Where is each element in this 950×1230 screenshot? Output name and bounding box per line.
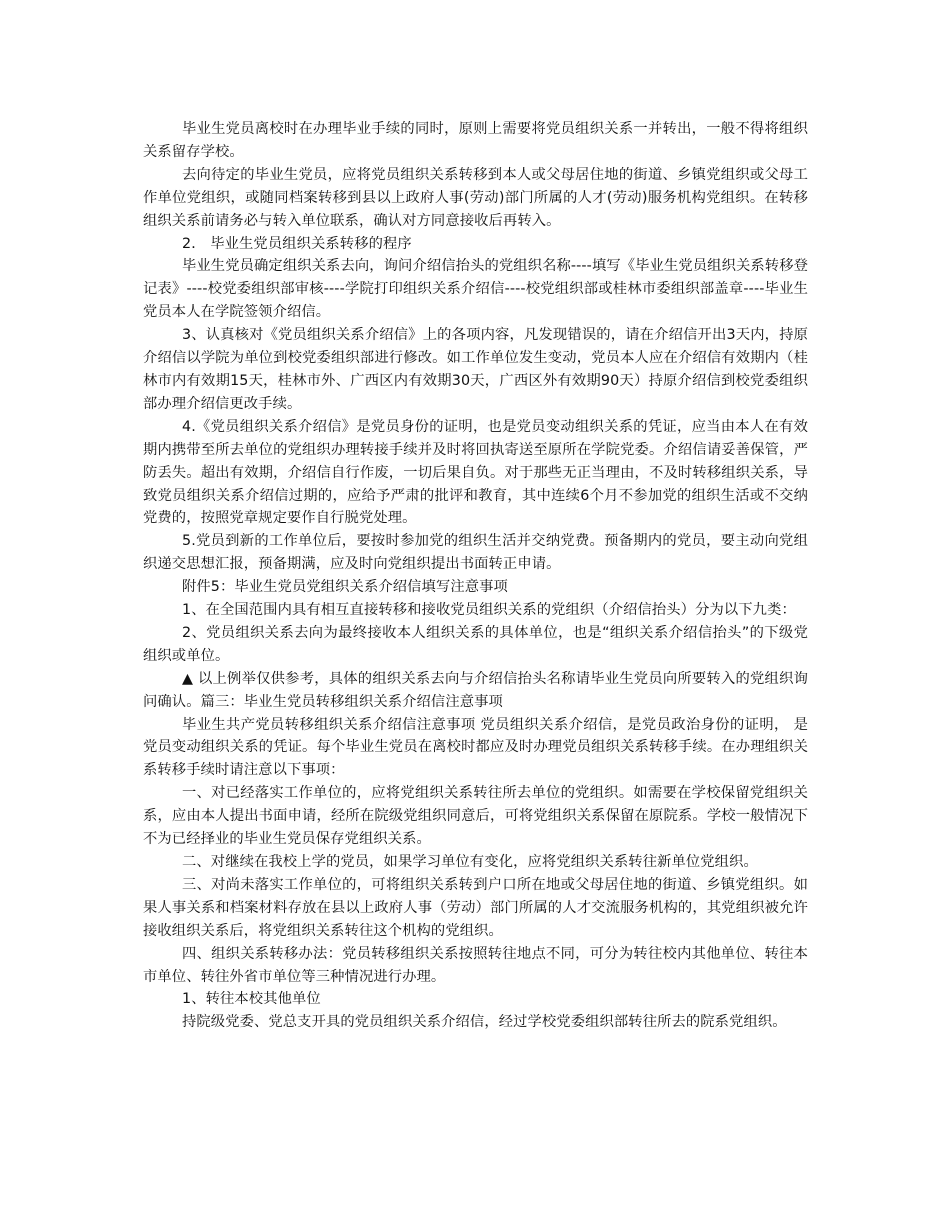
paragraph-nine-categories: 1、在全国范围内具有相互直接转移和接收党员组织关系的党组织（介绍信抬头）分为以下九类： xyxy=(182,602,796,619)
paragraph-procedure-steps: 毕业生党员确定组织关系去向，询问介绍信抬头的党组织名称----填写《毕业生党员组织关系转移登记表》----校党委组织部审核----学院打印组织关系介绍信----校党组织部或桂林市委组织部盖章----毕业生党员本人在学院签领介绍信。 xyxy=(143,258,808,321)
section-heading-transfer-procedure: 2． 毕业生党员组织关系转移的程序 xyxy=(182,235,412,252)
paragraph-destination-unit: 2、党员组织关系去向为最终接收本人组织关系的具体单位，也是“组织关系介绍信抬头”的下级党组织或单位。 xyxy=(143,624,808,664)
paragraph-reference-note: ▲ 以上例举仅供参考，具体的组织关系去向与介绍信抬头名称请毕业生党员向所要转入的党组织询问确认。篇三：毕业生党员转移组织关系介绍信注意事项 xyxy=(143,670,808,710)
paragraph-item-three: 三、对尚未落实工作单位的，可将组织关系转到户口所在地或父母居住地的街道、乡镇党组织。如果人事关系和档案材料存放在县以上政府人事（劳动）部门所属的人才交流服务机构的，其党组织被允许接收组织关系后，将党组织关系转往这个机构的党组织。 xyxy=(143,876,808,939)
paragraph-within-school-process: 持院级党委、党总支开具的党员组织关系介绍信，经过学校党委组织部转往所去的院系党组织。 xyxy=(182,1014,787,1031)
paragraph-notice-intro: 毕业生共产党员转移组织关系介绍信注意事项 党员组织关系介绍信，是党员政治身份的证明， 是党员变动组织关系的凭证。每个毕业生党员在离校时都应及时办理党员组织关系转移手续。在办理组织关系转移手续时请注意以下事项： xyxy=(143,716,808,779)
paragraph-new-unit-duties: 5.党员到新的工作单位后，要按时参加党的组织生活并交纳党费。预备期内的党员，要主动向党组织递交思想汇报，预备期满，应及时向党组织提出书面转正申请。 xyxy=(143,533,808,573)
paragraph-retain-policy: 毕业生党员离校时在办理毕业手续的同时，原则上需要将党员组织关系一并转出，一般不得将组织关系留存学校。 xyxy=(143,121,808,160)
appendix-5-heading: 附件5：毕业生党员党组织关系介绍信填写注意事项 xyxy=(182,579,508,596)
paragraph-item-two: 二、对继续在我校上学的党员，如果学习单位有变化，应将党组织关系转往新单位党组织。 xyxy=(182,854,758,870)
document-page xyxy=(143,118,808,1034)
paragraph-item-one: 一、对已经落实工作单位的，应将党组织关系转往所去单位的党组织。如需要在学校保留党组织关系，应由本人提出书面申请，经所在院级党组织同意后，可将党组织关系保留在原院系。学校一般情况下不为已经择业的毕业生党员保存党组织关系。 xyxy=(143,785,808,848)
paragraph-item-four: 四、组织关系转移办法：党员转移组织关系按照转往地点不同，可分为转往校内其他单位、转往本市单位、转往外省市单位等三种情况进行办理。 xyxy=(143,945,808,985)
paragraph-letter-as-proof: 4.《党员组织关系介绍信》是党员身份的证明，也是党员变动组织关系的凭证，应当由本人在有效期内携带至所去单位的党组织办理转接手续并及时将回执寄送至原所在学院党委。介绍信请妥善保管，严防丢失。超出有效期，介绍信自行作废，一切后果自负。对于那些无正当理由，不及时转移组织关系，导致党员组织关系介绍信过期的，应给予严肃的批评和教育，其中连续6个月不参加党的组织生活或不交纳党费的，按照党章规定要作自行脱党处理。 xyxy=(143,418,808,527)
paragraph-undecided-graduates: 去向待定的毕业生党员，应将党员组织关系转移到本人或父母居住地的街道、乡镇党组织或父母工作单位党组织，或随同档案转移到县以上政府人事(劳动)部门所属的人才(劳动)服务机构党组织。在转移组织关系前请务必与转入单位联系，确认对方同意接收后再转入。 xyxy=(143,166,808,229)
subheading-transfer-within-school: 1、转往本校其他单位 xyxy=(182,991,321,1008)
paragraph-verify-letter: 3、认真核对《党员组织关系介绍信》上的各项内容，凡发现错误的，请在介绍信开出3天内，持原介绍信以学院为单位到校党委组织部进行修改。如工作单位发生变动，党员本人应在介绍信有效期内（桂林市内有效期15天，桂林市外、广西区内有效期30天，广西区外有效期90天）持原介绍信到校党委组织部办理介绍信更改手续。 xyxy=(143,327,808,412)
